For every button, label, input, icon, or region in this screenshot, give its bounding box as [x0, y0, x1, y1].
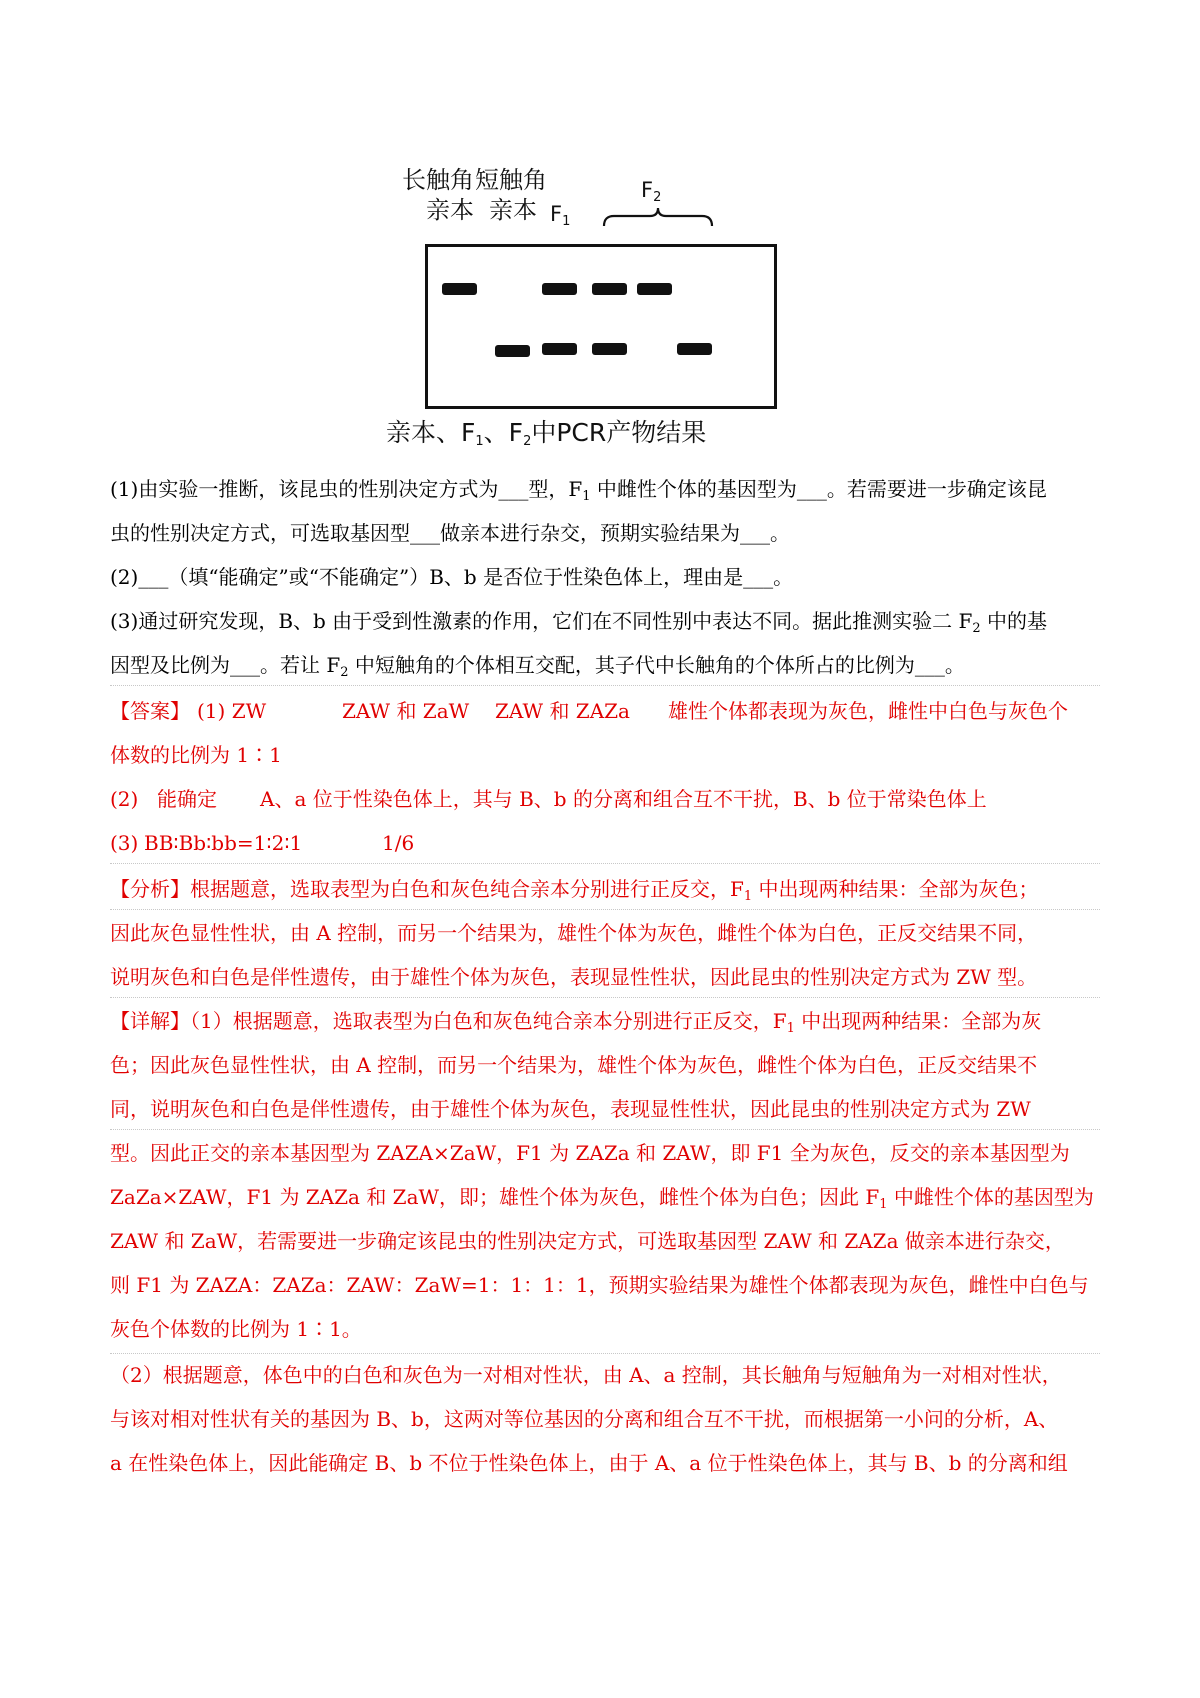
detail-line-8: 灰色个体数的比例为 1∶1。 — [110, 1317, 362, 1341]
pcr-gel-figure — [386, 166, 800, 449]
detail-p2-line-3: a 在性染色体上，因此能确定 B、b 不位于性染色体上，由于 A、a 位于性染色体上，其与 B、b 的分离和组 — [110, 1451, 1068, 1475]
gel-band — [592, 343, 627, 355]
label-f2: $F_2$ — [641, 178, 662, 205]
divider — [110, 1129, 1100, 1130]
detail-line-7: 则 F1 为 ZAZA：ZAZa：ZAW：ZaW=1：1：1：1，预期实验结果为雄性个体都表现为灰色，雌性中白色与 — [110, 1273, 1089, 1297]
figure-caption: 亲本、$F_1$、$F_2$中PCR产物结果 — [386, 418, 707, 449]
gel-band — [495, 345, 530, 357]
detail-p2-line-1: （2）根据题意，体色中的白色和灰色为一对相对性状，由 A、a 控制，其长触角与短触角为一对相对性状， — [110, 1363, 1062, 1387]
gel-band — [542, 343, 577, 355]
divider — [110, 909, 1100, 910]
analysis-line-1: 【分析】根据题意，选取表型为白色和灰色纯合亲本分别进行正反交，$F_1$ 中出现两种结果：全部为灰色； — [110, 877, 1039, 904]
gel-box — [425, 244, 777, 409]
analysis-line-2: 因此灰色显性性状，由 A 控制，而另一个结果为，雄性个体为灰色，雌性个体为白色，正反交结果不同， — [110, 921, 1038, 945]
gel-band — [637, 283, 672, 295]
answer-label: 【答案】 — [110, 699, 190, 723]
answer-line-2: 体数的比例为 1∶1 — [110, 743, 282, 767]
detail-p2-line-2: 与该对相对性状有关的基因为 B、b，这两对等位基因的分离和组合互不干扰，而根据第一小问的分析，A、 — [110, 1407, 1059, 1431]
analysis-line-3: 说明灰色和白色是伴性遗传，由于雄性个体为灰色，表现显性性状，因此昆虫的性别决定方式为 ZW 型。 — [110, 965, 1038, 989]
detail-line-5: ZaZa×ZAW，F1 为 ZAZa 和 ZaW，即；雄性个体为灰色，雌性个体为白色；因此 $F_1$ 中雌性个体的基因型为 — [110, 1185, 1094, 1212]
divider — [110, 685, 1100, 686]
question-3-line-2: 因型及比例为___。若让 $F_2$ 中短触角的个体相互交配，其子代中长触角的个体所占的比例为___。 — [110, 653, 965, 680]
divider — [110, 1353, 1100, 1354]
f2-brace-icon — [602, 206, 714, 228]
document-page: 长触角 短触角 亲本 亲本 $F_1$ $F_2$ 亲本、$F_1$、$F_2$中PCR产物结果 (1)由实验一推断，该昆虫的性别决定方式为___型，$F_1$ 中雌性个体的基因型为___。若需要进一步确定该昆 虫的性别决定方式，可选取基因型___做亲本进行杂交，预期实验结果为___。 (2)___（填“能确定”或“不能确定”）B、b 是否位于性染色体上，理由是___。 (3)通过研究发现，B、b 由于受到性激素的作用，它们在不同性别中表达不同。据此推测实验二 $F_2$ 中的基 因型及比例为___。若让 $F_2$ 中短触角的个体相互交配，其子代中长触角的个体所占的比例为___。 【答案】 (1) ZW ZAW 和 ZaW ZAW 和 ZAZa 雄性个体都表现为灰色，雌性中白色与灰色个 体数的比例为 1∶1 (2) 能确定 A、a 位于性染色体上，其与 B、b 的分离和组合互不干扰，B、b 位于常染色体上 (3) BB∶Bb∶bb=1∶2∶1 1/6 【分析】根据题意，选取表型为白色和灰色纯合亲本分别进行正反交，$F_1$ 中出现两种结果：全部为灰色； 因此灰色显性性状，由 A 控制，而另一个结果为，雄性个体为灰色，雌性个体为白色，正反交结果不同， 说明灰色和白色是伴性遗传，由于雄性个体为灰色，表现显性性状，因此昆虫的性别决定方式为 ZW 型。 【详解】（1）根据题意，选取表型为白色和灰色纯合亲本分别进行正反交，$F_1$ 中出现两种结果：全部为灰 色；因此灰色显性性状，由 A 控制，而另一个结果为，雄性个体为灰色，雌性个体为白色，正反交结果不 同，说明灰色和白色是伴性遗传，由于雄性个体为灰色，表现显性性状，因此昆虫的性别决定方式为 ZW 型。因此正交的亲本基因型为 ZAZA×ZaW，F1 为 ZAZa 和 ZAW，即 F1 全为灰色，反交的亲本基因型为 ZaZa×ZAW，F1 为 ZAZa 和 ZaW，即；雄性个体为灰色，雌性个体为白色；因此 $F_1$ 中雌性个体的基因型为 ZAW 和 ZaW，若需要进一步确定该昆虫的性别决定方式，可选取基因型 ZAW 和 ZAZa 做亲本进行杂交， 则 F1 为 ZAZA：ZAZa：ZAW：ZaW=1：1：1：1，预期实验结果为雄性个体都表现为灰色，雌性中白色与 灰色个体数的比例为 1∶1。 （2）根据题意，体色中的白色和灰色为一对相对性状，由 A、a 控制，其长触角与短触角为一对相对性状， 与该对相对性状有关的基因为 B、b，这两对等位基因的分离和组合互不干扰，而根据第一小问的分析，A、 a 在性染色体上，因此能确定 B、b 不位于性染色体上，由于 A、a 位于性染色体上，其与 B、b 的分离和组 — [0, 0, 1200, 1698]
divider — [110, 997, 1100, 998]
label-short-antenna: 短触角 — [475, 166, 547, 194]
detail-line-6: ZAW 和 ZaW，若需要进一步确定该昆虫的性别决定方式，可选取基因型 ZAW 和 ZAZa 做亲本进行杂交， — [110, 1229, 1065, 1253]
question-2: (2)___（填“能确定”或“不能确定”）B、b 是否位于性染色体上，理由是___。 — [110, 565, 794, 589]
label-f1: $F_1$ — [550, 202, 571, 229]
label-parent-long: 亲本 — [426, 196, 474, 224]
label-parent-short: 亲本 — [489, 196, 537, 224]
gel-band — [592, 283, 627, 295]
gel-band — [677, 343, 712, 355]
label-long-antenna: 长触角 — [402, 166, 474, 194]
detail-line-3: 同，说明灰色和白色是伴性遗传，由于雄性个体为灰色，表现显性性状，因此昆虫的性别决定方式为 ZW — [110, 1097, 1031, 1121]
detail-line-2: 色；因此灰色显性性状，由 A 控制，而另一个结果为，雄性个体为灰色，雌性个体为白色，正反交结果不 — [110, 1053, 1038, 1077]
detail-label: 【详解】 — [110, 1009, 190, 1033]
detail-line-4: 型。因此正交的亲本基因型为 ZAZA×ZaW，F1 为 ZAZa 和 ZAW，即 F1 全为灰色，反交的亲本基因型为 — [110, 1141, 1070, 1165]
gel-band — [542, 283, 577, 295]
question-1-line-1: (1)由实验一推断，该昆虫的性别决定方式为___型，$F_1$ 中雌性个体的基因型为___。若需要进一步确定该昆 — [110, 477, 1047, 504]
question-3-line-1: (3)通过研究发现，B、b 由于受到性激素的作用，它们在不同性别中表达不同。据此推测实验二 $F_2$ 中的基 — [110, 609, 1048, 636]
analysis-label: 【分析】 — [110, 877, 190, 901]
question-1-line-2: 虫的性别决定方式，可选取基因型___做亲本进行杂交，预期实验结果为___。 — [110, 521, 790, 545]
gel-band — [442, 283, 477, 295]
divider — [110, 863, 1100, 864]
detail-line-1: 【详解】（1）根据题意，选取表型为白色和灰色纯合亲本分别进行正反交，$F_1$ 中出现两种结果：全部为灰 — [110, 1009, 1042, 1036]
